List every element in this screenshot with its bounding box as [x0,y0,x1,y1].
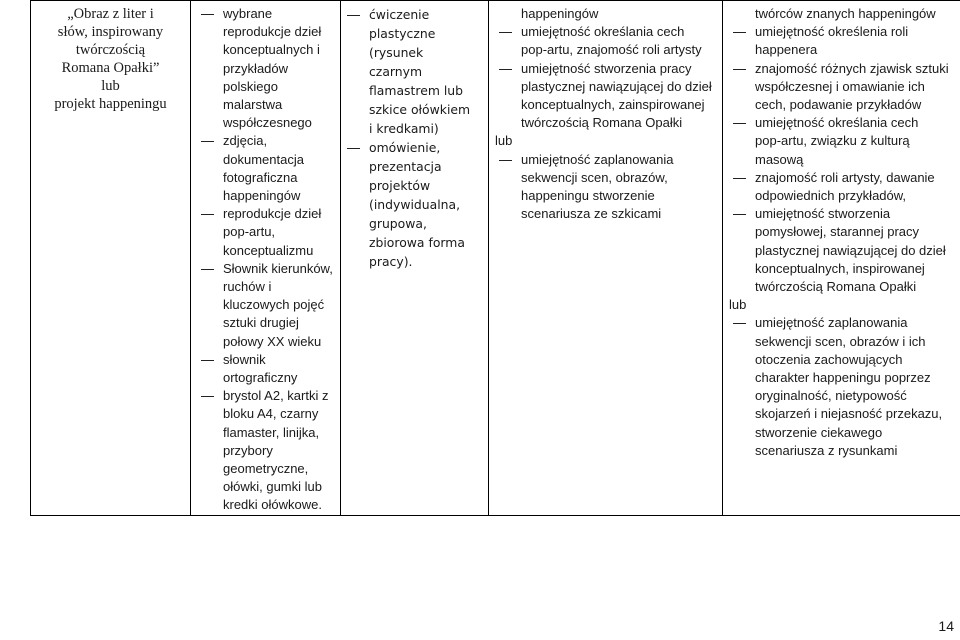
list-item-continuation: pop-artu, związku z kulturą [755,133,910,149]
list-item: umiejętność zaplanowania [727,314,956,332]
list-item-continuation: stworzenie ciekawego [755,424,883,440]
list-item-continuation: grupowa, [369,216,427,231]
list-item-continuation: przykładów [223,60,289,76]
list-separator: lub [729,297,747,313]
list-item-continuation: scenariusza z rysunkami [755,442,898,458]
list-item-continuation: połowy XX wieku [223,333,322,349]
list-item-continuation: twórczością Romana Opałki [521,115,683,131]
list-item-continuation: przybory [223,442,273,458]
list-item: ćwiczenie [345,5,484,24]
list-item: umiejętność zaplanowania [493,151,718,169]
list-item-continuation: kluczowych pojęć [223,297,325,313]
list-item-continuation: prezentacja [369,159,442,174]
list-item: umiejętność stworzenia [727,205,956,223]
list-item-continuation: ruchów i [223,279,272,295]
list-item-continuation: (indywidualna, [369,197,461,212]
list-item-continuation: czarnym [369,64,423,79]
list-item-continuation: twórców znanych happeningów [755,6,936,21]
topic-line: twórczością [75,42,146,58]
list-item-continuation: cech, podawanie przykładów [755,97,922,113]
list-item-continuation: sztuki drugiej [223,315,299,331]
list-item-continuation: reprodukcje dzieł [223,24,322,40]
topic-line: Romana Opałki” [61,60,160,76]
list-item-continuation: dokumentacja [223,151,304,167]
topic-line: słów, inspirowany [57,24,164,40]
list-item-continuation: skojarzeń i niejasność przekazu, [755,406,943,422]
list-item: zdjęcia, [195,132,336,150]
list-item-continuation: plastycznej nawiązującej do dzieł [521,78,712,94]
list-item-continuation: współczesnej i omawianie ich [755,78,925,94]
list-item-continuation: bloku A4, czarny [223,406,319,422]
materials-cell [191,1,341,516]
list-item: reprodukcje dzieł [195,205,336,223]
list-item-continuation: ołówki, gumki lub [223,479,322,495]
list-item-continuation: i kredkami) [369,121,439,136]
topic-line: lub [101,78,120,94]
extended-requirements-cell [723,1,960,516]
list-item-continuation: projektów [369,178,431,193]
list-item-continuation: konceptualnych i [223,42,320,58]
list-item: brystol A2, kartki z [195,387,336,405]
list-item: umiejętność określenia roli [727,23,956,41]
list-item-continuation: zbiorowa forma [369,235,465,250]
extended-requirements-list [727,5,956,460]
list-item-continuation: happeningu stworzenie [521,188,655,204]
basic-requirements-cell [489,1,723,516]
list-item-continuation: happeningów [223,188,301,204]
topic-line: „Obraz z liter i [67,6,154,22]
list-item-continuation: happeningów [521,6,599,21]
list-item-continuation: szkice ołówkiem [369,102,471,117]
list-item-continuation: happenera [755,42,818,58]
list-item: umiejętność stworzenia pracy [493,60,718,78]
list-item-continuation: scenariusza ze szkicami [521,206,662,222]
list-item-continuation: ortograficzny [223,370,298,386]
list-item-continuation: otoczenia zachowujących [755,351,903,367]
list-item-continuation: charakter happeningu poprzez [755,370,931,386]
list-item-continuation: konceptualnych, inspirowanej [755,260,925,276]
list-item-continuation: masową [755,151,804,167]
list-item-continuation: współczesnego [223,115,312,131]
list-item-continuation: pracy). [369,254,413,269]
table-row [31,1,960,516]
list-item-continuation: geometryczne, [223,461,309,477]
methods-list [345,5,484,271]
list-item-continuation: flamastrem lub [369,83,463,98]
list-item-continuation: konceptualnych, zainspirowanej [521,97,705,113]
list-item-continuation: polskiego [223,78,278,94]
methods-cell [341,1,489,516]
list-item: znajomość roli artysty, dawanie [727,169,956,187]
list-item-continuation: kredki ołówkowe. [223,497,322,513]
list-item-continuation: sekwencji scen, obrazów i ich [755,333,926,349]
page-number: 14 [938,618,954,634]
list-item-continuation: odpowiednich przykładów, [755,188,907,204]
list-item-continuation: pop-artu, znajomość roli artysty [521,42,702,58]
list-separator: lub [495,133,513,149]
list-item-continuation: oryginalność, nietypowość [755,388,907,404]
list-item: słownik [195,351,336,369]
list-item-continuation: plastycznej nawiązującej do dzieł [755,242,946,258]
list-item-continuation: konceptualizmu [223,242,314,258]
list-item-continuation: sekwencji scen, obrazów, [521,169,668,185]
list-item-continuation: twórczością Romana Opałki [755,279,917,295]
list-item: znajomość różnych zjawisk sztuki [727,60,956,78]
topic-cell [31,1,191,516]
list-item-continuation: plastyczne [369,26,436,41]
list-item: omówienie, [345,138,484,157]
list-item: Słownik kierunków, [195,260,336,278]
curriculum-table [30,0,960,516]
topic-line: projekt happeningu [54,96,167,112]
list-item: umiejętność określania cech [493,23,718,41]
list-item-continuation: pop-artu, [223,224,276,240]
list-item: wybrane [195,5,336,23]
list-item-continuation: pomysłowej, starannej pracy [755,224,920,240]
basic-requirements-list [493,5,718,223]
topic-lines [35,5,186,113]
list-item-continuation: malarstwa [223,97,283,113]
list-item-continuation: flamaster, linijka, [223,424,320,440]
list-item: umiejętność określania cech [727,114,956,132]
list-item-continuation: (rysunek [369,45,424,60]
list-item-continuation: fotograficzna [223,169,298,185]
materials-list [195,5,336,515]
